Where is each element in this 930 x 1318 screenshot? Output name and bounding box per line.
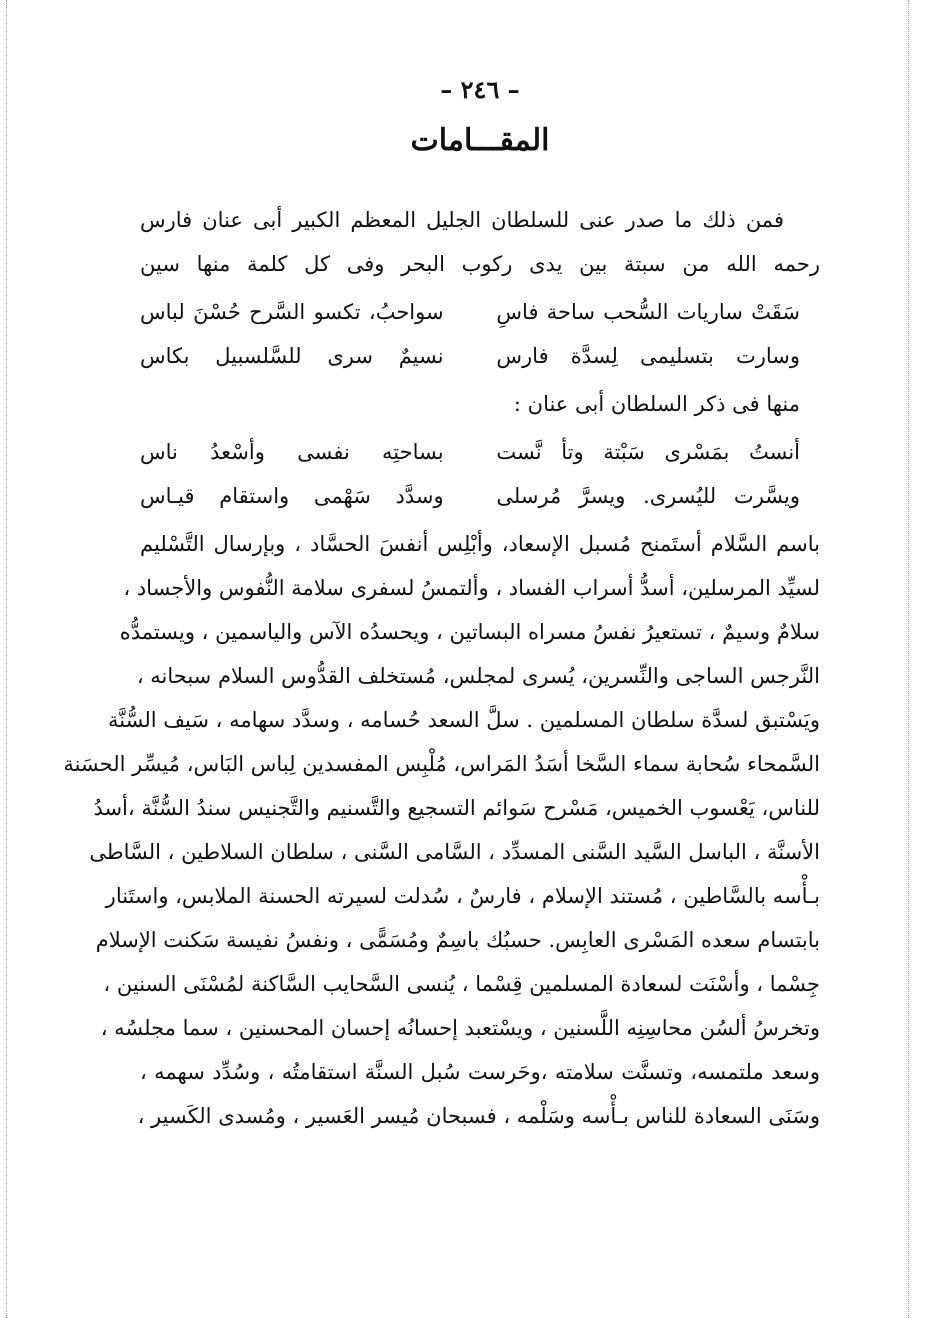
verse-hemistich-left: وسدَّد سَهْمى واستقام قيـاس bbox=[140, 484, 444, 508]
page-title: المقـــامات bbox=[410, 123, 550, 158]
prose-line: النَّرجس الساجى والنِّسرين، يُسرى لمجلس، مُستخلف القدُّوس السلام سبحانه ، bbox=[136, 664, 820, 688]
scan-edge-left bbox=[6, 0, 7, 1318]
prose-line: باسم السَّلام أستَمنح مُسبل الإسعاد، وأبْلِس أنفسَ الحسَّاد ، وبإرسال التَّسْليم bbox=[140, 532, 820, 556]
verse-block-1 bbox=[140, 290, 820, 378]
verse-hemistich-left: بساحتِه نفسى وأسْعدُ ناس bbox=[140, 440, 444, 464]
verse-hemistich-right: ويسَّرت لليُسرى. ويسرَّ مُرسلى bbox=[496, 484, 800, 508]
prose-line: وسَنَى السعادة للناس بـأْسه وسَلْمه ، فسبحان مُيسر العَسير ، ومُسدى الكَسير ، bbox=[137, 1104, 820, 1128]
intro-line: رحمه الله من سبتة بين يدى ركوب البحر وفى كل كلمة منها سين bbox=[140, 252, 820, 276]
prose-line: لسيِّد المرسلين، أسدُّ أسراب الفساد ، وألتمسُ لسفرى سلامة النُّفوس والأجساد ، bbox=[123, 576, 820, 600]
verse-block-2 bbox=[140, 430, 820, 518]
prose-line: وتخرسُ ألسُن محاسِنِه اللَّسنين ، ويسْتعبد إحسانُه إحسان المحسنين ، سما مجلسُه ، bbox=[100, 1016, 820, 1040]
prose-line: السَّمحاء سُحابة سماء السَّخا أسَدُ المَراس، مُلْبِس المفسدين لِباس البَاس، مُيسِّر الحسَنة bbox=[63, 752, 820, 776]
prose-line: ويَسْتبق لسدَّة سلطان المسلمين . سلَّ السعد حُسامه ، وسدَّد سهامه ، سَيف السُّنَّة bbox=[108, 708, 820, 732]
verse-row bbox=[140, 334, 820, 378]
intro-line: فمن ذلك ما صدر عنى للسلطان الجليل المعظم الكبير أبى عنان فارس bbox=[140, 208, 784, 232]
prose-line: بـأْسه بالسَّاطين ، مُستند الإسلام ، فارسٌ ، سُدلت لسيرته الحسنة الملابس، واستَنار bbox=[105, 884, 820, 908]
verse-hemistich-left: سواحبُ، تكسو السَّرح حُسْنَ لباس bbox=[140, 300, 444, 324]
verse-hemistich-left: نسيمٌ سرى للسَّلسبيل بكاس bbox=[140, 344, 444, 368]
verse-hemistich-right: أنستُ بمَسْرى سَبْتة وتأ نَّست bbox=[496, 440, 800, 464]
intro-paragraph bbox=[140, 198, 820, 286]
verse-row bbox=[140, 474, 820, 518]
verse-hemistich-right: وسارت بتسليمى لِسدَّة فارس bbox=[496, 344, 800, 368]
verse-row bbox=[140, 290, 820, 334]
prose-line: الأسنَّة ، الباسل السَّيد السَّنى المسدِّد ، السَّامى السَّنى ، سلطان السلاطين ، السَّاطى bbox=[89, 840, 820, 864]
prose-line: سلامٌ وسيمٌ ، تستعيرُ نفسُ مسراه البساتين ، ويحسدُه الآس والياسمين ، ويستمدُّه bbox=[119, 620, 820, 644]
scan-edge-right bbox=[908, 0, 909, 1318]
prose-line: بابتسام سعده المَسْرى العابِس. حسبُك باسِمٌ ومُسَمًّى ، ونفسُ نفيسة سَكنت الإسلام bbox=[95, 928, 820, 952]
prose-line: جِسْما ، وأسْنَت لسعادة المسلمين قِسْما ، يُنسى السَّحايب السَّاكنة لمُسْنَى السنين ، bbox=[103, 972, 820, 996]
prose-line: للناس، يَعْسوب الخميس، مَسْرح سَوائم التسجيع والتَّسنيم والتَّجنيس سندُ السُّنَّة ،أسدُ bbox=[93, 796, 820, 820]
verse-lead-line: منها فى ذكر السلطان أبى عنان : bbox=[513, 392, 800, 416]
prose-paragraph bbox=[63, 522, 820, 1138]
verse-row bbox=[140, 430, 820, 474]
book-page bbox=[63, 70, 820, 1290]
page-number: – ٢٤٦ – bbox=[440, 75, 520, 104]
verse-hemistich-right: سَقَتْ ساريات السُّحب ساحة فاسِ bbox=[496, 300, 800, 324]
prose-line: وسعد ملتمسه، وتسنَّت سلامته ،وحَرست سُبل السنَّة استقامتُه ، وسُدِّد سهمه ، bbox=[140, 1060, 820, 1084]
